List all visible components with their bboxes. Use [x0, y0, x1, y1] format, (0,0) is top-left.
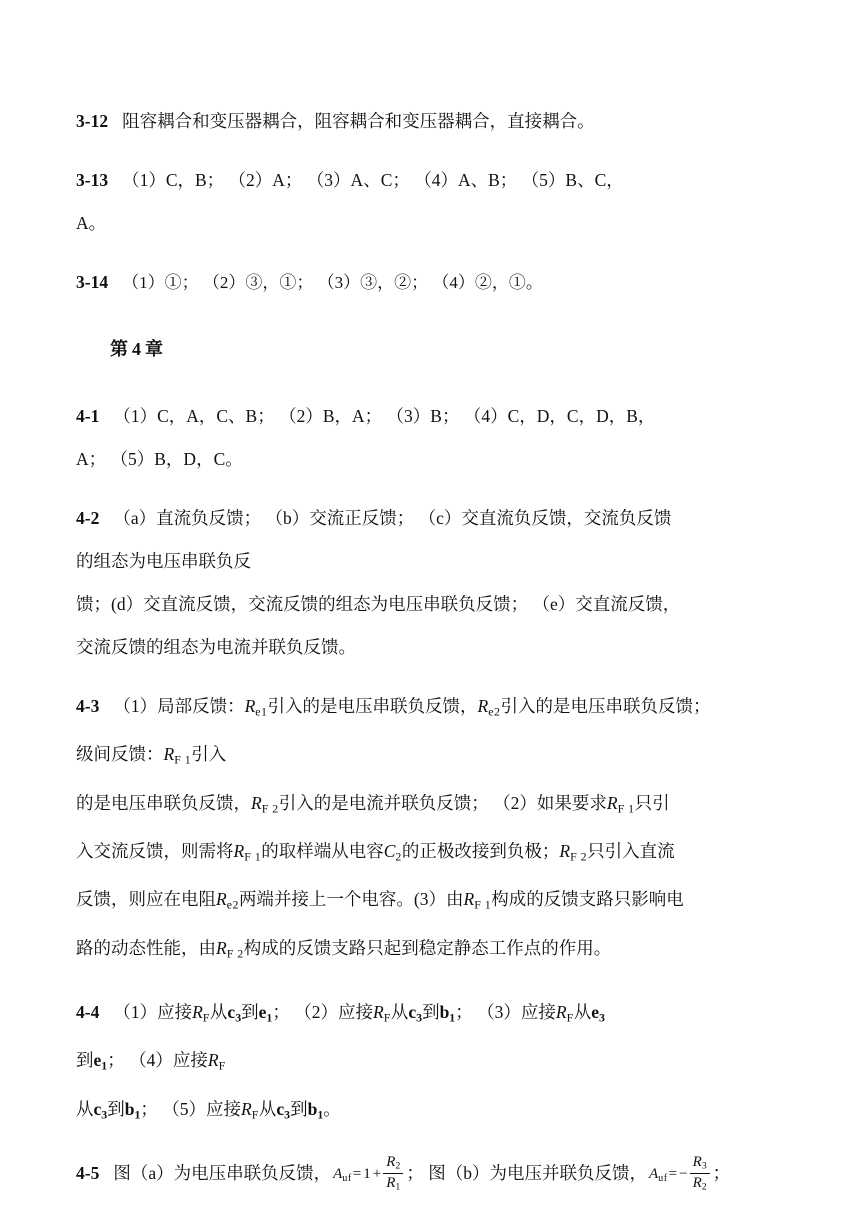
terminal-e1: $e_1$: [258, 1001, 273, 1025]
minus-sign: −: [679, 1166, 688, 1183]
chapter-heading: [76, 328, 798, 371]
math-var-re1: $R_{e1}$: [244, 696, 268, 719]
text: 的正极改接到负极；: [401, 840, 560, 861]
answer-4-3-line5: [76, 878, 798, 926]
text: 级间反馈：: [76, 744, 164, 765]
text: 。: [323, 1098, 341, 1119]
equation-auf-shunt: [649, 1156, 711, 1194]
math-var-rf: $R_F$: [192, 1001, 210, 1025]
spacer: [76, 1136, 798, 1152]
spacer: [76, 975, 798, 991]
answer-3-13-line2: A。: [76, 213, 107, 233]
equation-auf-series: [333, 1156, 404, 1194]
answer-number-3-12: 3-12: [76, 111, 109, 131]
math-var-rf1: $R_{F 1}$: [163, 744, 192, 767]
math-var-rf1: $R_{F 1}$: [606, 792, 635, 815]
math-var-rf: $R_F$: [373, 1001, 391, 1025]
answer-text-3-14: （1）①； （2）③，①； （3）③，②； （4）②，①。: [122, 273, 543, 292]
terminal-c3: $c_3$: [408, 1001, 423, 1025]
text: 从: [390, 1001, 409, 1022]
chapter-suffix: 章: [145, 339, 163, 359]
answer-number-3-13: 3-13: [76, 170, 109, 190]
text: （1）应接: [113, 1001, 193, 1022]
terminal-b1: $b_1$: [124, 1098, 141, 1121]
terminal-c3: $c_3$: [93, 1098, 108, 1121]
fraction-r2-over-r1: [383, 1154, 403, 1192]
terminal-b1: $b_1$: [307, 1098, 324, 1121]
text: 到: [107, 1098, 125, 1119]
equals-sign: =: [668, 1166, 678, 1183]
equals-sign: =: [352, 1166, 362, 1183]
answer-4-4-line3: [76, 1088, 798, 1136]
answer-4-3-line4: [76, 830, 798, 878]
answer-4-1-line2: A； （5）B，D，C。: [76, 449, 243, 469]
math-var-auf: $A_{uf}$: [333, 1166, 352, 1185]
terminal-e3: $e_3$: [591, 1001, 605, 1025]
fraction-r3-over-r2: [690, 1154, 710, 1192]
text: ； （5）应接: [140, 1098, 242, 1119]
math-var-rf: $R_F$: [555, 1001, 574, 1025]
text: 只引: [634, 792, 670, 813]
text: 到: [290, 1098, 308, 1119]
term-one: 1: [363, 1166, 371, 1183]
text: 到: [76, 1050, 94, 1071]
text: ； （4）应接: [107, 1050, 208, 1071]
text: 从: [258, 1098, 277, 1119]
math-var-re2: $R_{e2}$: [216, 889, 239, 912]
text: 的取样端从电容: [261, 840, 384, 861]
text: 从: [573, 1001, 592, 1022]
text: 引入的是电流并联负反馈； （2）如果要求: [278, 792, 607, 813]
math-var-auf: $A_{uf}$: [648, 1166, 668, 1185]
text: 到: [422, 1001, 440, 1022]
text: 图（a）为电压串联负反馈，: [113, 1162, 332, 1183]
answer-4-2-line3: 馈；(d）交直流反馈，交流反馈的组态为电压串联负反馈； （e）交直流反馈，: [76, 594, 681, 614]
answer-4-3-line6: [76, 927, 798, 975]
fraction-denominator: $R_2$: [692, 1174, 707, 1193]
text: 引入的是电压串联负反馈；: [500, 696, 711, 716]
text: ； 图（b）为电压并联负反馈，: [406, 1162, 647, 1183]
math-var-rf1: $R_{F 1}$: [463, 889, 492, 912]
page-content: [76, 100, 798, 1195]
spacer: [76, 143, 798, 159]
answer-number-4-5: 4-5: [76, 1162, 100, 1183]
text: 引入: [191, 744, 227, 765]
answer-4-1-line1: [76, 395, 798, 438]
math-var-rf1: $R_{F 1}$: [233, 840, 262, 864]
terminal-c3: $c_3$: [227, 1001, 242, 1025]
answer-number-4-1: 4-1: [76, 406, 100, 426]
spacer: [76, 481, 798, 497]
text: ；: [712, 1162, 731, 1183]
text: 从: [76, 1098, 94, 1119]
terminal-b1: $b_1$: [439, 1001, 456, 1025]
math-var-rf: $R_F$: [241, 1098, 259, 1121]
math-var-re2: $R_{e2}$: [477, 696, 501, 719]
answer-text-3-13-line1: （1）C，B； （2）A； （3）A、C； （4）A、B； （5）B、C，: [122, 170, 624, 190]
answer-text-3-12: 阻容耦合和变压器耦合，阻容耦合和变压器耦合，直接耦合。: [122, 111, 595, 131]
terminal-e1: $e_1$: [93, 1050, 108, 1073]
text: 引入的是电压串联负反馈，: [267, 696, 478, 716]
answer-number-4-4: 4-4: [76, 1001, 100, 1022]
text: 路的动态性能，由: [76, 937, 216, 958]
text: ； （2）应接: [272, 1001, 373, 1022]
answer-number-4-3: 4-3: [76, 696, 100, 716]
text: 反馈，则应在电阻: [76, 889, 216, 910]
answer-3-12: [76, 100, 798, 143]
chapter-prefix: 第: [110, 339, 128, 359]
text: （1）局部反馈：: [113, 696, 245, 716]
chapter-number: 4: [132, 339, 141, 359]
text: 入交流反馈，则需将: [76, 840, 234, 861]
text: ； （3）应接: [455, 1001, 556, 1022]
math-var-rf: $R_F$: [207, 1050, 226, 1073]
answer-text-4-2-line1: （a）直流负反馈； （b）交流正反馈； （c）交直流负反馈，交流负反馈: [113, 508, 672, 528]
plus-sign: +: [372, 1166, 382, 1183]
answer-4-4-line1: [76, 991, 798, 1039]
text: 构成的反馈支路只起到稳定静态工作点的作用。: [243, 937, 612, 958]
answer-4-3-line3: [76, 782, 798, 830]
answer-3-14: [76, 261, 798, 304]
answer-number-3-14: 3-14: [76, 272, 109, 292]
answer-4-2-line2: 的组态为电压串联负反: [76, 551, 251, 571]
math-var-rf2: $R_{F 2}$: [251, 792, 279, 815]
answer-4-2-line1: [76, 497, 798, 540]
math-var-rf2: $R_{F 2}$: [559, 840, 588, 864]
math-var-rf2: $R_{F 2}$: [216, 937, 244, 960]
spacer: [76, 371, 798, 395]
text: 只引入直流: [587, 840, 675, 861]
answer-number-4-2: 4-2: [76, 508, 100, 528]
text: 从: [209, 1001, 228, 1022]
answer-3-13-line1: [76, 159, 798, 202]
answer-4-3-line1: [76, 685, 798, 733]
answer-4-4-line2: [76, 1039, 798, 1087]
text: 构成的反馈支路只影响电: [491, 889, 684, 910]
fraction-numerator: $R_2$: [383, 1154, 403, 1174]
spacer: [76, 304, 798, 328]
spacer: [76, 669, 798, 685]
answer-text-4-1-line1: （1）C，A，C、B； （2）B，A； （3）B； （4）C，D，C，D，B，: [113, 406, 656, 426]
terminal-c3: $c_3$: [276, 1098, 291, 1121]
fraction-numerator: $R_3$: [690, 1154, 710, 1174]
text: 到: [241, 1001, 259, 1022]
fraction-denominator: $R_1$: [386, 1174, 401, 1193]
answer-4-2-line4: 交流反馈的组态为电流并联负反馈。: [76, 637, 356, 657]
spacer: [76, 245, 798, 261]
math-var-c2: $C_2$: [383, 840, 402, 864]
text: 两端并接上一个电容。(3）由: [238, 889, 464, 910]
text: 的是电压串联负反馈，: [76, 792, 251, 813]
answer-4-5: [76, 1152, 798, 1195]
answer-4-3-line2: [76, 733, 798, 781]
